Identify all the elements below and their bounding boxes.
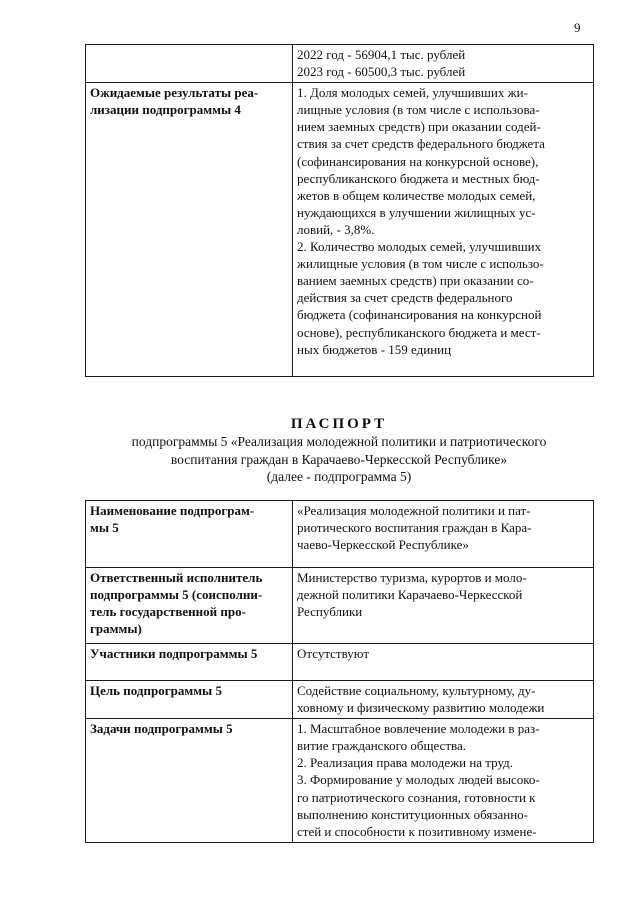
value-line: стей и способности к позитивному измене- — [297, 823, 537, 839]
row-label — [86, 501, 293, 568]
passport-row-goal — [86, 681, 594, 719]
result-line: лищные условия (в том числе с использова- — [297, 102, 540, 118]
passport-row-name — [86, 501, 594, 568]
label-line: мы 5 — [90, 520, 119, 536]
result-line: жетов в общем количестве молодых семей, — [297, 187, 536, 203]
passport-table — [85, 500, 594, 843]
passport-row-participants — [86, 644, 594, 681]
value-line: Отсутствуют — [297, 646, 370, 661]
result-line: ловий, - 3,8%. — [297, 221, 375, 237]
label-line: граммы) — [90, 621, 142, 637]
value-line: го патриотического сознания, готовности к — [297, 789, 536, 805]
passport-row-executor — [86, 568, 594, 644]
funding-row — [86, 45, 594, 83]
result-line: жилищные условия (в том числе с использо- — [297, 256, 544, 272]
passport-heading — [85, 415, 593, 486]
result-line: нуждающихся в улучшении жилищных ус- — [297, 204, 536, 220]
value-line: дежной политики Карачаево-Черкесской — [297, 587, 523, 603]
label-line: лизации подпрограммы 4 — [90, 102, 241, 118]
row-label — [86, 568, 293, 644]
result-line: ных бюджетов - 159 единиц — [297, 341, 452, 357]
passport-subtitle-line: воспитания граждан в Карачаево-Черкесской Республике» — [170, 451, 508, 467]
result-line: ствия за счет средств федерального бюджета — [297, 136, 545, 152]
value-line: витие гражданского общества. — [297, 738, 467, 754]
result-line: нием заемных средств) при оказании содей- — [297, 119, 541, 135]
expected-results-row — [86, 83, 594, 377]
row-value — [293, 644, 594, 681]
passport-title: ПАСПОРТ — [290, 416, 388, 432]
label-line: подпрограммы 5 (соисполни- — [90, 587, 263, 603]
label-line: Цель подпрограммы 5 — [90, 683, 222, 698]
passport-subtitle-line: (далее - подпрограмма 5) — [266, 469, 412, 484]
row-value — [293, 681, 594, 719]
label-line: Наименование подпрограм- — [90, 503, 255, 518]
expected-results-value — [293, 83, 594, 377]
label-line: тель государственной про- — [90, 604, 246, 620]
funding-line: 2022 год - 56904,1 тыс. рублей — [297, 47, 466, 62]
value-line: 1. Масштабное вовлечение молодежи в раз- — [297, 721, 540, 737]
page-number: 9 — [574, 20, 581, 35]
funding-value-cell — [293, 45, 594, 83]
passport-subtitle-line: подпрограммы 5 «Реализация молодежной политики и патриотического — [131, 434, 547, 449]
result-line: действия за счет средств федерального — [297, 290, 513, 306]
subprogram-4-table — [85, 44, 594, 377]
value-line: ховному и физическому развитию молодежи — [297, 700, 545, 716]
result-line: бюджета (софинансирования на конкурсной — [297, 307, 542, 323]
row-value — [293, 501, 594, 568]
row-label — [86, 681, 293, 719]
value-line: Республики — [297, 604, 363, 620]
passport-row-tasks — [86, 719, 594, 843]
expected-results-label — [86, 83, 293, 377]
result-line: ванием заемных средств) при оказании со- — [297, 273, 534, 289]
label-line: Задачи подпрограммы 5 — [90, 721, 233, 737]
value-line: выполнению конституционных обязанно- — [297, 806, 529, 822]
row-value — [293, 719, 594, 843]
value-line: Содействие социальному, культурному, ду- — [297, 683, 536, 698]
result-line: 1. Доля молодых семей, улучшивших жи- — [297, 85, 528, 101]
row-value — [293, 568, 594, 644]
row-label — [86, 644, 293, 681]
funding-line: 2023 год - 60500,3 тыс. рублей — [297, 64, 466, 80]
label-line: Ответственный исполнитель — [90, 570, 263, 585]
funding-label-cell — [86, 45, 293, 83]
value-line: 3. Формирование у молодых людей высоко- — [297, 772, 540, 788]
value-line: 2. Реализация права молодежи на труд. — [297, 755, 514, 771]
result-line: основе), республиканского бюджета и мест- — [297, 324, 541, 340]
result-line: республиканского бюджета и местных бюд- — [297, 170, 540, 186]
row-label — [86, 719, 293, 843]
label-line: Участники подпрограммы 5 — [90, 646, 258, 661]
label-line: Ожидаемые результаты реа- — [90, 85, 259, 101]
value-line: чаево-Черкесской Республике» — [297, 537, 469, 553]
result-line: 2. Количество молодых семей, улучшивших — [297, 239, 542, 255]
value-line: Министерство туризма, курортов и моло- — [297, 570, 527, 585]
value-line: «Реализация молодежной политики и пат- — [297, 503, 531, 518]
result-line: (софинансирования на конкурсной основе), — [297, 153, 539, 169]
value-line: риотического воспитания граждан в Кара- — [297, 520, 532, 536]
